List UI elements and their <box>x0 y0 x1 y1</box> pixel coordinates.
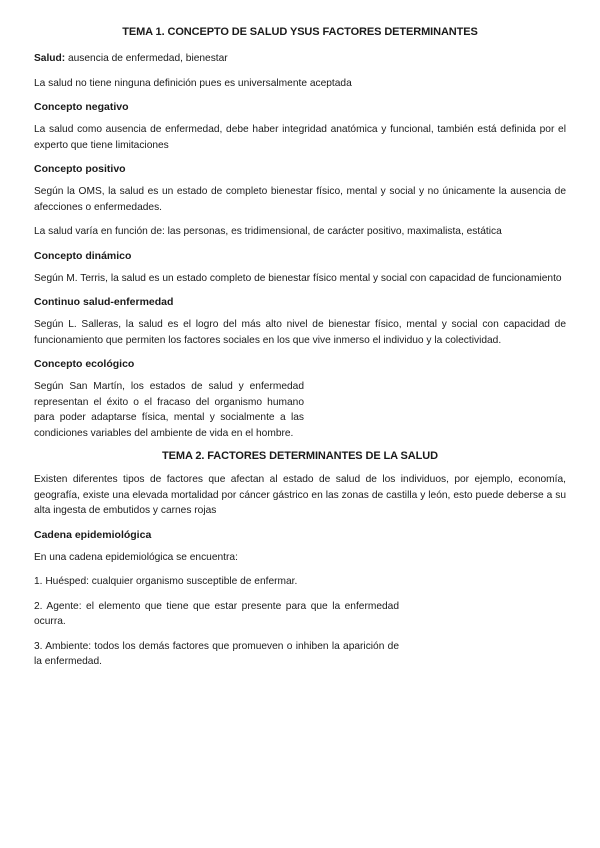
continuo-text: Según L. Salleras, la salud es el logro del más alto nivel de bienestar físico, mental y social con capacidad de funcionamiento que permiten los factores sociales en los que vive inmerso el individuo y la colectividad. <box>34 319 566 346</box>
salud-definition <box>34 51 566 67</box>
tema1-title: TEMA 1. CONCEPTO DE SALUD YSUS FACTORES DETERMINANTES <box>122 26 478 38</box>
salud-label: Salud: <box>34 53 66 64</box>
cadena-intro: En una cadena epidemiológica se encuentra: <box>34 551 238 563</box>
ecologico-text: Según San Martín, los estados de salud y enfermedad representan el éxito o el fracaso del organismo humano para poder adaptarse física, mental y socialmente a las condiciones variables del ambiente de vida en el hombre. <box>34 381 304 439</box>
cadena-item-ambiente: 3. Ambiente: todos los demás factores que promueven o inhiben la aparición de la enfermedad. <box>34 640 399 667</box>
tema2-intro: Existen diferentes tipos de factores que afectan al estado de salud de los individuos, por ejemplo, economía, geografía, existe una elevada mortalidad por cáncer gástrico en las zonas de castilla y león, esto puede deberse a su alta ingesta de embutidos y carnes rojas <box>34 474 566 516</box>
positivo-heading: Concepto positivo <box>34 163 126 175</box>
continuo-heading: Continuo salud-enfermedad <box>34 296 174 308</box>
cadena-heading: Cadena epidemiológica <box>34 528 152 541</box>
dinamico-text: Según M. Terris, la salud es un estado completo de bienestar físico mental y social con capacidad de funcionamiento <box>34 272 562 284</box>
negativo-text: La salud como ausencia de enfermedad, debe haber integridad anatómica y funcional, también está definida por el experto que tiene limitaciones <box>34 124 566 151</box>
positivo-text2: La salud varía en función de: las personas, es tridimensional, de carácter positivo, maximalista, estática <box>34 226 502 237</box>
salud-text: ausencia de enfermedad, bienestar <box>65 53 228 64</box>
positivo-text: Según la OMS, la salud es un estado de completo bienestar físico, mental y social y no únicamente la ausencia de afecciones o enfermedades. <box>34 186 566 213</box>
cadena-item-huesped: 1. Huésped: cualquier organismo susceptible de enfermar. <box>34 576 298 587</box>
tema2-title: TEMA 2. FACTORES DETERMINANTES DE LA SALUD <box>162 450 438 462</box>
tema1-intro: La salud no tiene ninguna definición pues es universalmente aceptada <box>34 77 352 89</box>
cadena-item-agente: 2. Agente: el elemento que tiene que estar presente para que la enfermedad ocurra. <box>34 600 399 627</box>
ecologico-heading: Concepto ecológico <box>34 358 135 370</box>
negativo-heading: Concepto negativo <box>34 101 129 113</box>
dinamico-heading: Concepto dinámico <box>34 249 132 262</box>
